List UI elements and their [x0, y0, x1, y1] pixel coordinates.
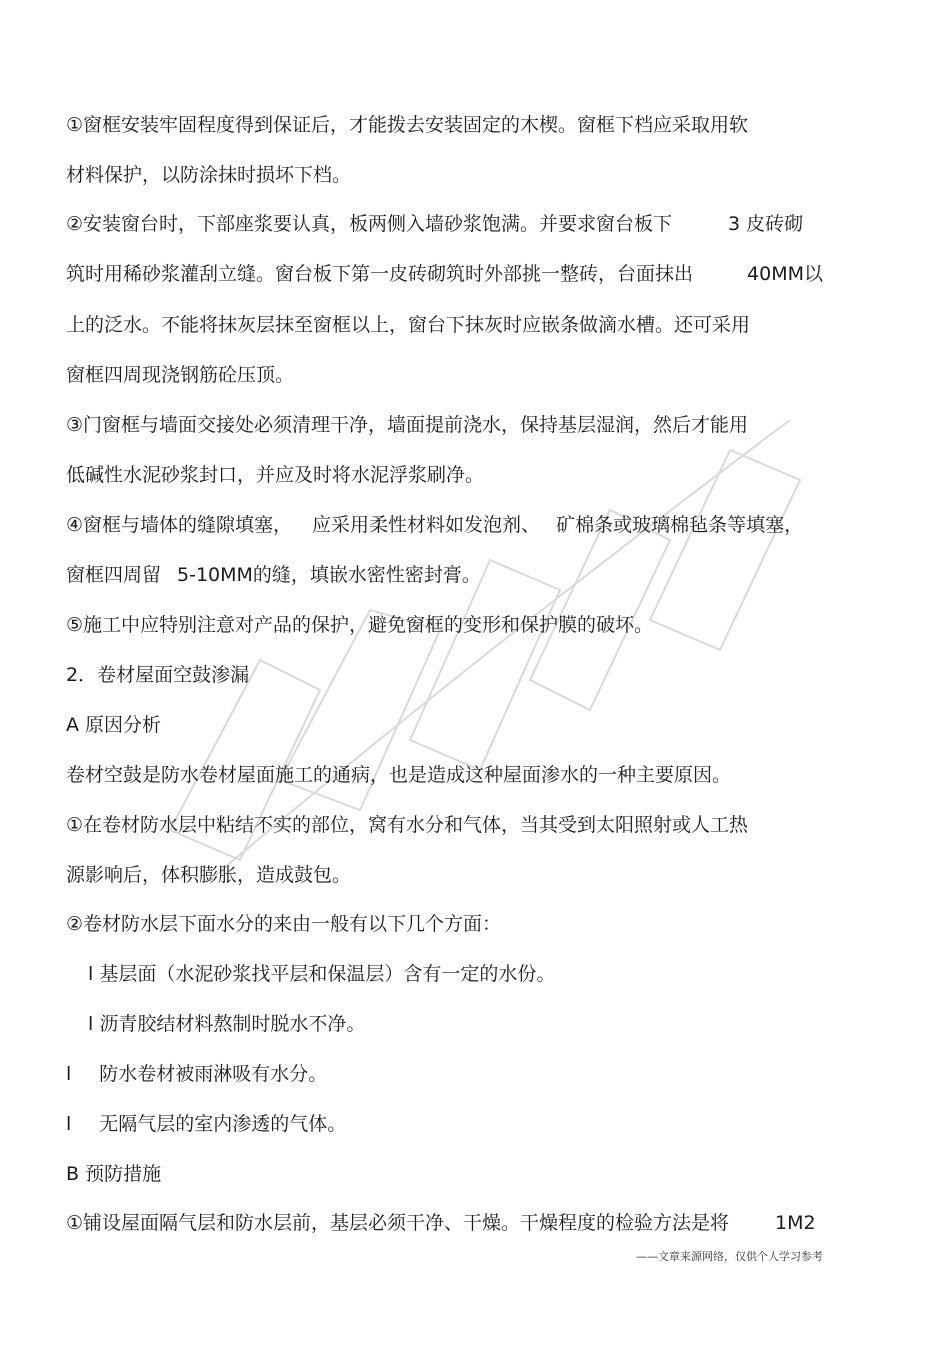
subsection-heading: A 原因分析 [66, 714, 162, 736]
text-line: ④窗框与墙体的缝隙填塞， 应采用柔性材料如发泡剂、 矿棉条或玻璃棉毡条等填塞， [66, 514, 804, 536]
text-line: 卷材空鼓是防水卷材屋面施工的通病，也是造成这种屋面渗水的一种主要原因。 [66, 764, 732, 786]
text-line: ①铺设屋面隔气层和防水层前，基层必须干净、干燥。干燥程度的检验方法是将 1M2 [66, 1212, 816, 1234]
section-heading: 2．卷材屋面空鼓渗漏 [66, 664, 250, 686]
text-line: 源影响后，体积膨胀，造成鼓包。 [66, 864, 352, 886]
text-line: ①在卷材防水层中粘结不实的部位，窝有水分和气体，当其受到太阳照射或人工热 [66, 814, 749, 836]
text-line: 窗框四周留 5-10MM的缝，填嵌水密性密封膏。 [66, 564, 481, 586]
footer-note: ——文章来源网络，仅供个人学习参考 [636, 1250, 823, 1263]
list-item: l 基层面（水泥砂浆找平层和保温层）含有一定的水份。 [88, 963, 556, 985]
text-line: 材料保护，以防涂抹时损坏下档。 [66, 164, 352, 186]
list-item: l 无隔气层的室内渗透的气体。 [66, 1113, 347, 1135]
text-line: ③门窗框与墙面交接处必须清理干净，墙面提前浇水，保持基层湿润，然后才能用 [66, 414, 749, 436]
text-line: 筑时用稀砂浆灌刮立缝。窗台板下第一皮砖砌筑时外部挑一整砖，台面抹出 40MM以 [66, 263, 823, 285]
text-line: 窗框四周现浇钢筋砼压顶。 [66, 364, 295, 386]
subsection-heading: B 预防措施 [66, 1163, 162, 1185]
text-line: ⑤施工中应特别注意对产品的保护，避免窗框的变形和保护膜的破坏。 [66, 614, 654, 636]
text-line: ①窗框安装牢固程度得到保证后，才能拨去安装固定的木楔。窗框下档应采取用软 [66, 114, 749, 136]
list-item: l 防水卷材被雨淋吸有水分。 [66, 1063, 328, 1085]
text-line: ②卷材防水层下面水分的来由一般有以下几个方面： [66, 913, 502, 935]
text-line: ②安装窗台时，下部座浆要认真，板两侧入墙砂浆饱满。并要求窗台板下 3 皮砖砌 [66, 213, 804, 235]
text-line: 上的泛水。不能将抹灰层抹至窗框以上，窗台下抹灰时应嵌条做滴水槽。还可采用 [66, 314, 751, 336]
list-item: l 沥青胶结材料熬制时脱水不净。 [88, 1013, 366, 1035]
text-line: 低碱性水泥砂浆封口，并应及时将水泥浮浆刷净。 [66, 464, 485, 486]
